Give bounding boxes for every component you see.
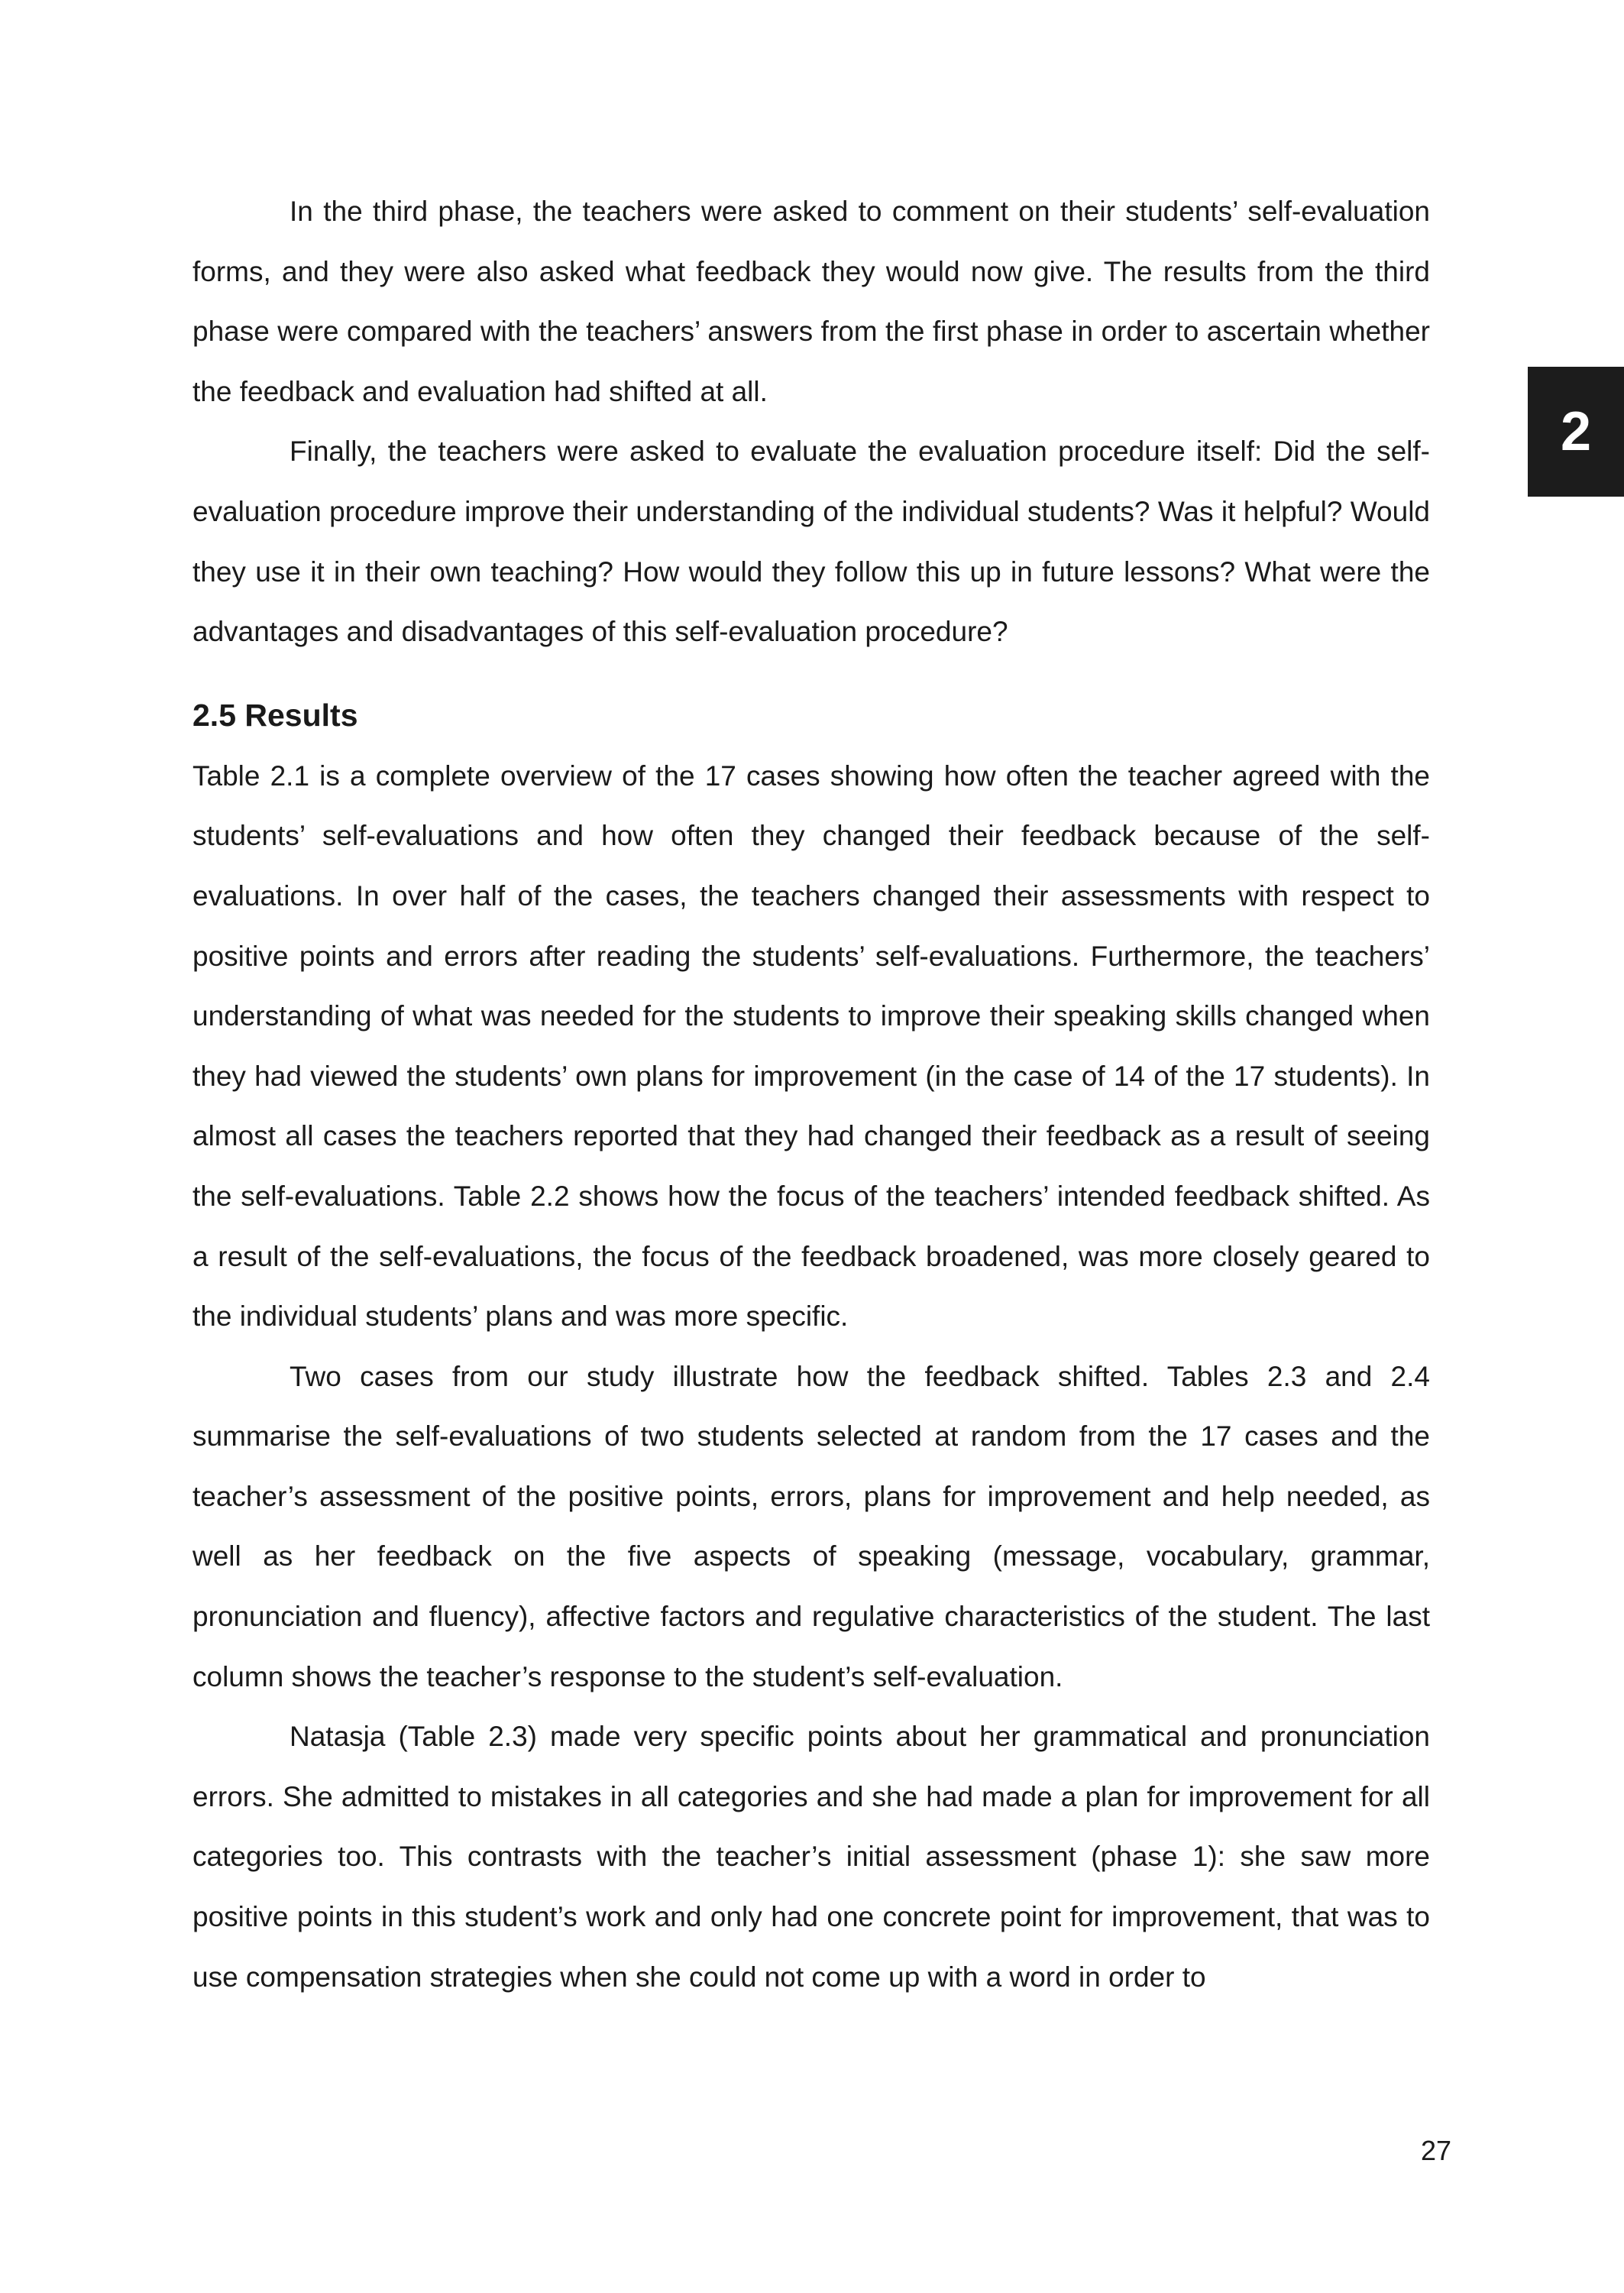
section-heading-results: 2.5 Results [192,697,358,733]
paragraph-two-cases: Two cases from our study illustrate how the feedback shifted. Tables 2.3 and 2.4 summarise the self-evaluations of two students selected at random from the 17 cases and the teacher’s assessment of the positive points, errors, plans for improvement and help needed, as well as her feedback on the five aspects of speaking (message, vocabulary, grammar, pronunciation and fluency), affective factors and regulative characteristics of the student. The last column shows the teacher’s response to the student’s self-evaluation. [192,1360,1430,1692]
page-number: 27 [1420,2135,1451,2166]
body-text [192,182,1430,2007]
chapter-tab: 2 [1528,367,1624,497]
paragraph-table-overview: Table 2.1 is a complete overview of the 17 cases showing how often the teacher agreed with the students’ self-evaluations and how often they changed their feedback because of the self-evaluations. In over half of the cases, the teachers changed their assessments with respect to positive points and errors after reading the students’ self-evaluations. Furthermore, the teachers’ understanding of what was needed for the students to improve their speaking skills changed when they had viewed the students’ own plans for improvement (in the case of 14 of the 17 students). In almost all cases the teachers reported that they had changed their feedback as a result of seeing the self-evaluations. Table 2.2 shows how the focus of the teachers’ intended feedback shifted. As a result of the self-evaluations, the focus of the feedback broadened, was more closely geared to the individual students’ plans and was more specific. [192,759,1430,1333]
paragraph-evaluation-procedure: Finally, the teachers were asked to evaluate the evaluation procedure itself: Did the self-evaluation procedure improve their understanding of the individual students? Was it helpful? Would they use it in their own teaching? How would they follow this up in future lessons? What were the advantages and disadvantages of this self-evaluation procedure? [192,436,1430,648]
paragraph-third-phase: In the third phase, the teachers were asked to comment on their students’ self-evaluation forms, and they were also asked what feedback they would now give. The results from the third phase were compared with the teachers’ answers from the first phase in order to ascertain whether the feedback and evaluation had shifted at all. [192,196,1430,407]
paragraph-natasja: Natasja (Table 2.3) made very specific points about her grammatical and pronunciation errors. She admitted to mistakes in all categories and she had made a plan for improvement for all categories too. This contrasts with the teacher’s initial assessment (phase 1): she saw more positive points in this student’s work and only had one concrete point for improvement, that was to use compensation strategies when she could not come up with a word in order to [192,1721,1430,1993]
